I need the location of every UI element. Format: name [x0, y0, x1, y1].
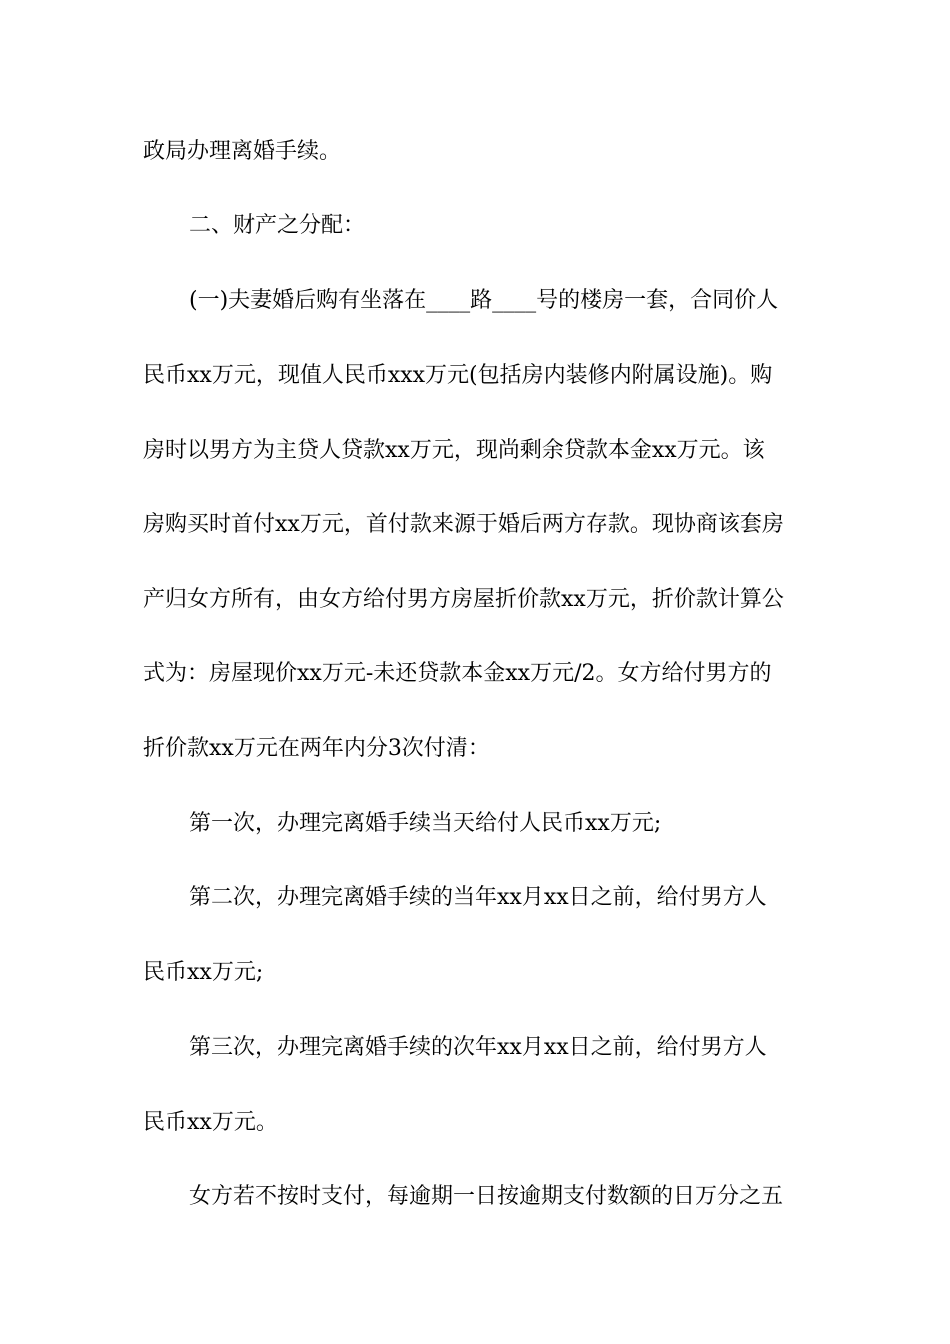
text-line: 民币xx万元，现值人民币xxx万元(包括房内装修内附属设施)。购 [143, 363, 773, 388]
text-line: 式为：房屋现价xx万元-未还贷款本金xx万元/2。女方给付男方的 [143, 661, 772, 686]
text-line: 政局办理离婚手续。 [143, 139, 342, 164]
text-line: 房时以男方为主贷人贷款xx万元，现尚剩余贷款本金xx万元。该 [143, 438, 765, 463]
text-line: 折价款xx万元在两年内分3次付清： [143, 736, 490, 761]
section-heading: 二、财产之分配： [189, 213, 366, 238]
text-line: 第一次，办理完离婚手续当天给付人民币xx万元; [189, 811, 662, 836]
text-line: 民币xx万元; [143, 960, 264, 985]
text-line: 房购买时首付xx万元，首付款来源于婚后两方存款。现协商该套房 [143, 512, 784, 537]
text-line: (一)夫妻婚后购有坐落在____路____号的楼房一套，合同价人 [189, 288, 779, 313]
text-line: 女方若不按时支付，每逾期一日按逾期支付数额的日万分之五 [189, 1184, 784, 1209]
text-line: 第二次，办理完离婚手续的当年xx月xx日之前，给付男方人 [189, 885, 767, 910]
text-line: 第三次，办理完离婚手续的次年xx月xx日之前，给付男方人 [189, 1035, 767, 1060]
text-line: 产归女方所有，由女方给付男方房屋折价款xx万元，折价款计算公 [143, 587, 784, 612]
text-line: 民币xx万元。 [143, 1110, 278, 1135]
